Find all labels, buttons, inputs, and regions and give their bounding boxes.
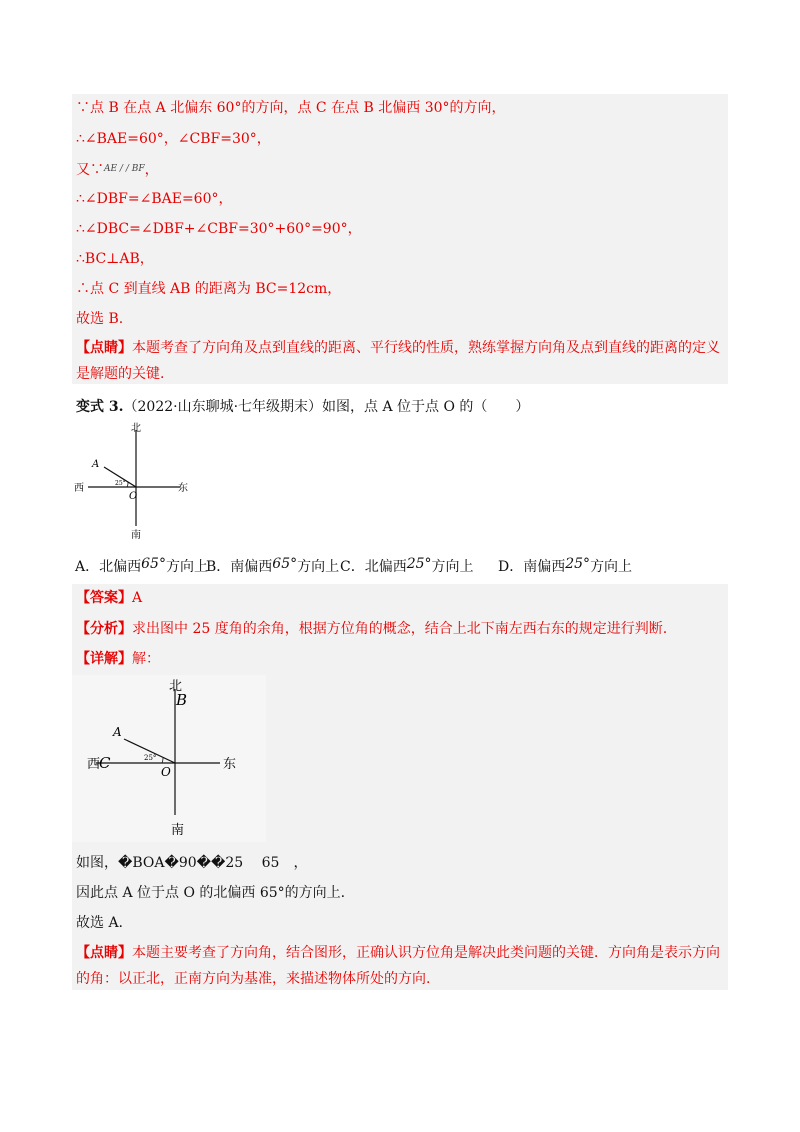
angle-arc <box>127 482 128 487</box>
answer-value: A <box>132 590 143 606</box>
comment2-line-2: 的角：以正北，正南方向为基准，来描述物体所处的方向. <box>76 971 431 987</box>
north-label: 北 <box>169 679 183 694</box>
question <box>76 397 529 417</box>
comment-line-1 <box>76 338 720 358</box>
conclusion-line-2: 因此点 A 位于点 O 的北偏西 65°的方向上. <box>76 885 346 901</box>
question-label: 变式 3. <box>76 399 124 415</box>
compass-figure-big <box>72 675 266 842</box>
comment2-label: 【点睛】 <box>76 945 132 961</box>
point-a-label: A <box>113 725 122 739</box>
option-a <box>75 557 208 577</box>
option-c-suffix: 方向上 <box>431 559 474 575</box>
parallel-formula: AE / / BF <box>104 164 145 174</box>
option-b-degree: 65° <box>272 556 298 572</box>
west-label: 西 <box>87 757 101 772</box>
north-label: 北 <box>131 423 141 434</box>
angle-label: 25° <box>144 754 157 762</box>
option-a-suffix: 方向上 <box>165 559 208 575</box>
solution-line-3-prefix: 又∵ <box>76 162 104 178</box>
detail-text: 解： <box>132 651 160 667</box>
point-a-label: A <box>92 459 100 470</box>
option-c-degree: 25° <box>406 556 432 572</box>
answer-line <box>76 588 142 608</box>
analysis-label: 【分析】 <box>76 621 132 637</box>
analysis-text: 求出图中 25 度角的余角，根据方位角的概念，结合上北下南左西右东的规定进行判断. <box>132 621 668 637</box>
comment-text-1: 本题考查了方向角及点到直线的距离、平行线的性质，熟练掌握方向角及点到直线的距离的定义 <box>132 340 720 356</box>
east-label: 东 <box>223 757 237 772</box>
solution-line-2: ∴∠BAE=60°，∠CBF=30°， <box>76 131 271 147</box>
solution-line-7: ∴点 C 到直线 AB 的距离为 BC=12cm， <box>76 281 342 297</box>
solution-line-8: 故选 B. <box>76 311 124 327</box>
solution-line-5: ∴∠DBC=∠DBF+∠CBF=30°+60°=90°， <box>76 221 362 237</box>
question-text: （2022·山东聊城·七年级期末）如图，点 A 位于点 O 的（ ） <box>123 399 530 415</box>
solution-line-3 <box>76 159 159 180</box>
south-label: 南 <box>171 823 185 838</box>
option-d <box>498 557 632 577</box>
solution-line-4: ∴∠DBF=∠BAE=60°， <box>76 191 233 207</box>
option-d-suffix: 方向上 <box>590 559 633 575</box>
answer-label: 【答案】 <box>76 590 132 606</box>
option-d-prefix: D．南偏西 <box>498 559 566 575</box>
detail-label: 【详解】 <box>76 651 132 667</box>
west-label: 西 <box>74 483 84 494</box>
option-b <box>206 557 339 577</box>
option-b-prefix: B．南偏西 <box>206 559 273 575</box>
point-o-label: O <box>129 491 138 502</box>
point-o-label: O <box>161 765 171 779</box>
detail-line <box>76 649 160 669</box>
solution-line-1: ∵点 B 在点 A 北偏东 60°的方向，点 C 在点 B 北偏西 30°的方向， <box>76 100 506 116</box>
compass-figure-small <box>72 420 202 540</box>
option-b-suffix: 方向上 <box>297 559 340 575</box>
comment-label: 【点睛】 <box>76 340 132 356</box>
solution-line-6: ∴BC⊥AB， <box>76 251 154 267</box>
comment-line-2: 是解题的关键. <box>76 366 165 382</box>
option-a-prefix: A．北偏西 <box>75 559 142 575</box>
analysis-line <box>76 619 667 639</box>
east-label: 东 <box>178 483 188 494</box>
conclusion-line-3: 故选 A. <box>76 915 124 931</box>
option-c <box>340 557 474 577</box>
point-b-label: B <box>176 691 188 709</box>
option-c-prefix: C．北偏西 <box>340 559 407 575</box>
angle-label: 25° <box>115 480 126 487</box>
comment2-text-1: 本题主要考查了方向角，结合图形，正确认识方位角是解决此类问题的关键．方向角是表示方向 <box>132 945 720 961</box>
option-d-degree: 25° <box>565 556 591 572</box>
solution-line-3-suffix: ， <box>144 162 159 178</box>
comment2-line-1 <box>76 943 720 963</box>
conclusion-line-1: 如图，�BOA�90��25 65 ， <box>76 855 308 871</box>
point-c-label: C <box>99 754 111 772</box>
option-a-degree: 65° <box>141 556 166 572</box>
south-label: 南 <box>131 530 141 540</box>
